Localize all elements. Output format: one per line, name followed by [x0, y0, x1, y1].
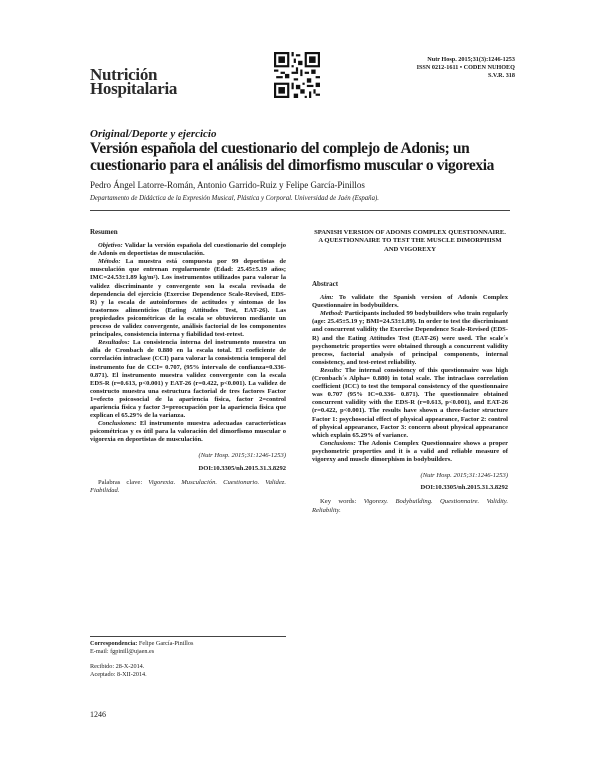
journal-svr: S.V.R. 318 [487, 72, 515, 79]
article-title: Versión española del cuestionario del complejo de Adonis; un cuestionario para el análisis del dimorfismo muscular o vigorexia [90, 140, 494, 174]
article-authors: Pedro Ángel Latorre-Román, Antonio Garrido-Ruiz y Felipe García-Pinillos [90, 180, 365, 190]
results-label: Results: [320, 366, 342, 374]
resumen-metodo [90, 258, 286, 339]
abstract-conclusions [312, 440, 508, 464]
article-affiliation: Departamento de Didáctica de la Expresión Musical, Plástica y Corporal. Universidad de Jaén (España). [90, 195, 379, 202]
conclusiones-label: Conclusiones: [98, 420, 137, 428]
conclusions-label: Conclusions: [320, 439, 356, 447]
resumen-column [90, 228, 286, 495]
keywords-en-label: Key words: [320, 498, 357, 506]
resumen-resultados [90, 339, 286, 420]
journal-info [417, 56, 515, 80]
journal-issn: ISSN 0212-1611 • CODEN NUHOEQ [416, 64, 515, 71]
resumen-conclusiones [90, 420, 286, 444]
abstract-doi[interactable]: DOI:10.3305/nh.2015.31.3.8292 [420, 484, 508, 492]
logo-line-1: Nutrición [90, 65, 158, 84]
resultados-text: La consistencia interna del instrumento muestra un alfa de Cronbach de 0.880 en la escala total. El coeficiente de correlación intraclase (CCI) para valorar la consistencia temporal del instrumento fue de CCI= 0.707, (95% intervalo de confianza=0.336-0.871). El instrumento muestra validez convergente con la escala EDS-R (r=0.613, p<0.001) y EAT-26 (r=0.422, p<0.001). La validez de constructo muestra una estructura factorial de tres factores Factor 1=efecto psicosocial de la apariencia física, factor 2=control apariencia física y factor 3=preocupación por la apariencia física que explican el 65.29% de la varianza. [90, 339, 286, 420]
received-date: Recibido: 28-X-2014. [90, 662, 145, 670]
abstract-aim [312, 294, 508, 310]
footnote-divider [90, 636, 286, 637]
results-text: The internal consistency of this questionnaire was high (Cronbach´s Alpha= 0.880) in total scale. The intraclass correlation coefficient (ICC) to test the temporal consistency of the questionnaire was 0.707 (95% IC=0.336- 0.871). The questionnaire obtained concurrent validity with the EDS-R (r=0.613, p<0.001), and EAT-26 (r=0.422, p<0.001). The results have shown a three-factor structure Factor 1: psychosocial effect of physical appearance, Factor 2: control of physical appearance, Factor 3: concern about physical appearance which explain 65.29% of variance. [312, 366, 508, 439]
resumen-cite: (Nutr Hosp. 2015;31:1246-1253) [198, 452, 286, 460]
abstract-keywords [312, 498, 508, 515]
resumen-objetivo [90, 242, 286, 258]
conclusions-text: The Adonis Complex Questionnaire shows a proper psychometric properties and it is a valid and reliable measure of vigorexy and muscle dimorphism in bodybuilders. [312, 439, 508, 463]
section-name: Original/ [90, 128, 132, 140]
journal-citation: Nutr Hosp. 2015;31(3):1246-1253 [427, 56, 515, 63]
objetivo-label: Objetivo: [98, 242, 123, 250]
header-divider [90, 210, 510, 211]
abstract-method [312, 310, 508, 367]
correspondence-email[interactable]: E-mail: fgpinill@ujaen.es [90, 648, 155, 656]
resumen-keywords [90, 479, 286, 496]
section-label [90, 128, 216, 140]
abstract-column [312, 280, 508, 515]
correspondence-name: Felipe García-Pinillos [138, 640, 194, 647]
qr-code-icon [274, 52, 320, 98]
page-number: 1246 [90, 710, 106, 719]
method-label: Method: [320, 310, 343, 318]
keywords-en-text: Vigorexy. Bodybuilding. Questionnaire. Validity. Reliability. [312, 498, 508, 514]
method-text: Participants included 99 bodybuilders who train regularly (age: 25.45±5.19 y; BMI=24.53±1.89). In order to test the discriminant and concurrent validity the Exercise Dependence Scale-Revised (EDS-R) and the Eating Attitudes Test (EAT-26) were used. The scale´s psychometric properties were obtained through a concurrent validity process, factorial analysis of principal components, internal consistency, and test-retest reliability. [312, 310, 508, 366]
aim-text: To validate the Spanish version of Adonis Complex Questionnaire in bodybuilders. [312, 294, 508, 310]
aim-label: Aim: [320, 294, 334, 302]
correspondence-label: Correspondencia: [90, 640, 138, 647]
metodo-text: La muestra está compuesta por 99 deportistas de musculación que entrenan regularmente (Edad: 25.45±5.19 años; IMC=24.53±1.89 kg/m²). Los instrumentos utilizados para valorar la validez discriminante y convergente son la escala revisada de dependencia del ejercicio (Exercise Dependence Scale-Revised, EDS-R) y la escala de autoinformes de actitudes y síntomas de los trastornos alimenticios (Eating Attitudes Test, EAT-26). Las propiedades psicométricas de la escala se obtuvieron mediante un proceso de validez convergente, análisis factorial de los componentes principales, consistencia interna y fiabilidad test-retest. [90, 258, 286, 339]
abstract-heading: Abstract [312, 280, 339, 288]
accepted-date: Aceptado: 8-XII-2014. [90, 671, 147, 679]
keywords-text: Vigorexia. Musculación. Cuestionario. Validez. Fiabilidad. [90, 478, 286, 494]
objetivo-text: Validar la versión española del cuestionario del complejo de Adonis en deportistas de musculación. [90, 242, 286, 258]
subsection-name: Deporte y ejercicio [131, 128, 217, 140]
correspondence-block [90, 640, 193, 680]
abstract-results [312, 367, 508, 440]
correspondence-line [90, 640, 193, 648]
abstract-cite: (Nutr Hosp. 2015;31:1246-1253) [420, 472, 508, 480]
journal-logo [90, 65, 200, 98]
english-title: SPANISH VERSION OF ADONIS COMPLEX QUESTIONNAIRE. A QUESTIONNAIRE TO TEST THE MUSCLE DIMORPHISM AND VIGOREXY [314, 229, 506, 253]
keywords-label: Palabras clave: [98, 478, 143, 486]
conclusiones-text: El instrumento muestra adecuadas características psicométricas y es útil para la valoración del dimorfismo muscular o vigorexia en deportistas de musculación. [90, 420, 286, 444]
metodo-label: Método: [98, 258, 121, 266]
resumen-heading: Resumen [90, 228, 118, 236]
logo-line-2: Hospitalaria [90, 79, 178, 98]
resumen-doi[interactable]: DOI:10.3305/nh.2015.31.3.8292 [198, 464, 286, 472]
resultados-label: Resultados: [98, 339, 130, 347]
